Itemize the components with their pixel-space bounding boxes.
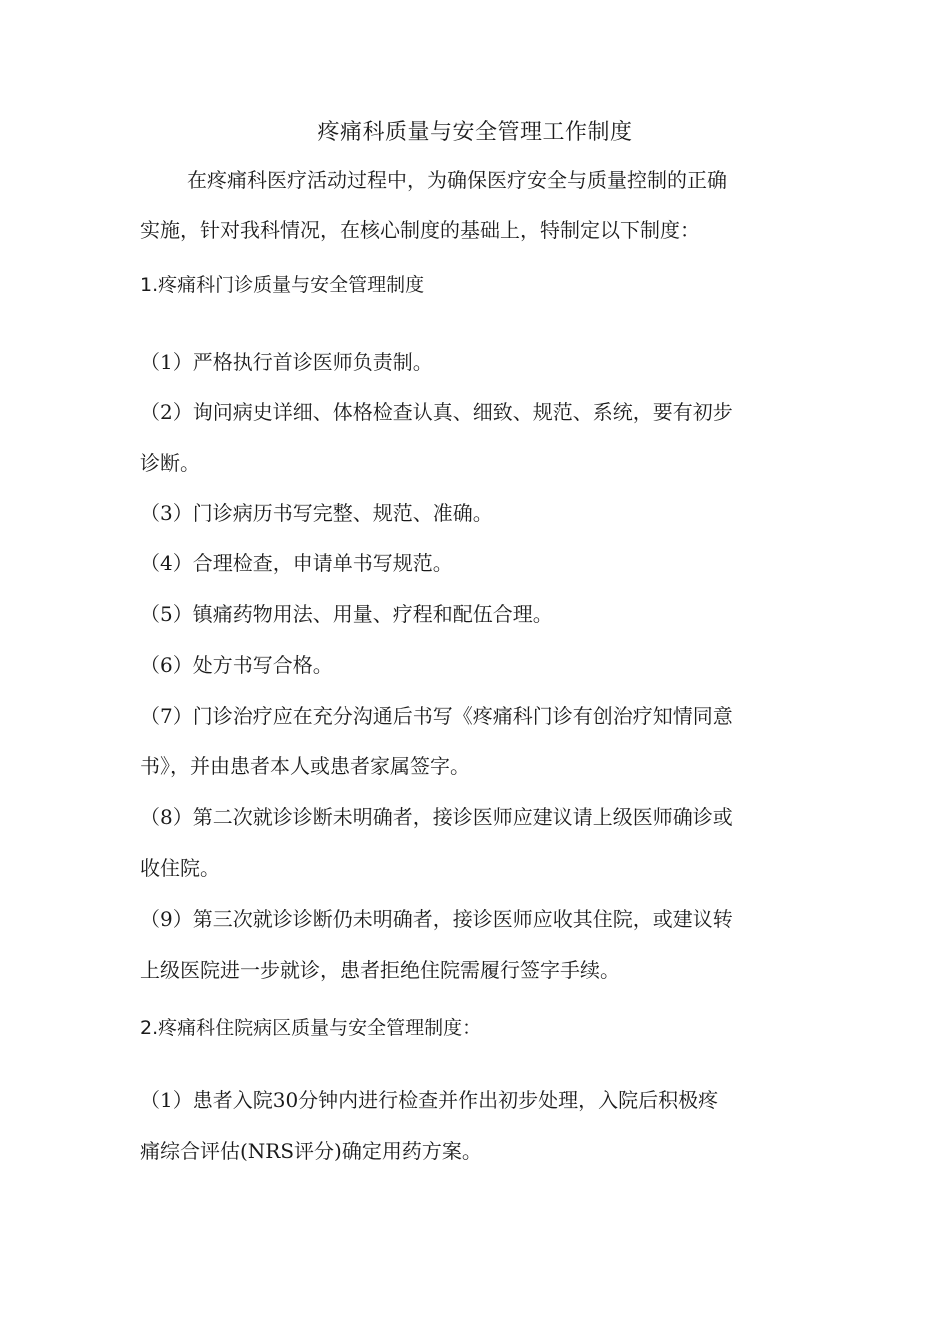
section-1-heading: 1.疼痛科门诊质量与安全管理制度 — [140, 274, 425, 296]
section-2-heading: 2.疼痛科住院病区质量与安全管理制度： — [140, 1017, 482, 1039]
section-1-item-2-line-1: （2）询问病史详细、体格检查认真、细致、规范、系统，要有初步 — [140, 400, 733, 424]
intro-line-1: 在疼痛科医疗活动过程中，为确保医疗安全与质量控制的正确 — [187, 168, 727, 192]
section-1-item-9-line-2: 上级医院进一步就诊，患者拒绝住院需履行签字手续。 — [140, 958, 620, 982]
section-1-item-6: （6）处方书写合格。 — [140, 653, 333, 677]
section-1-item-4: （4）合理检查，申请单书写规范。 — [140, 551, 453, 575]
document-title: 疼痛科质量与安全管理工作制度 — [317, 120, 633, 145]
section-1-item-7-line-1: （7）门诊治疗应在充分沟通后书写《疼痛科门诊有创治疗知情同意 — [140, 704, 733, 728]
section-2-item-1-line-2: 痛综合评估(NRS评分)确定用药方案。 — [140, 1139, 482, 1163]
section-1-item-8-line-2: 收住院。 — [140, 856, 220, 880]
section-2-item-1-line-1: （1）患者入院30分钟内进行检查并作出初步处理，入院后积极疼 — [140, 1088, 719, 1112]
section-1-item-9-line-1: （9）第三次就诊诊断仍未明确者，接诊医师应收其住院，或建议转 — [140, 907, 733, 931]
section-1-item-8-line-1: （8）第二次就诊诊断未明确者，接诊医师应建议请上级医师确诊或 — [140, 805, 733, 829]
section-1-item-5: （5）镇痛药物用法、用量、疗程和配伍合理。 — [140, 602, 553, 626]
section-1-item-7-line-2: 书》，并由患者本人或患者家属签字。 — [140, 754, 470, 778]
section-1-item-3: （3）门诊病历书写完整、规范、准确。 — [140, 501, 493, 525]
section-1-item-2-line-2: 诊断。 — [140, 451, 200, 475]
intro-line-2: 实施，针对我科情况，在核心制度的基础上，特制定以下制度： — [140, 218, 700, 242]
section-1-item-1: （1）严格执行首诊医师负责制。 — [140, 350, 433, 374]
